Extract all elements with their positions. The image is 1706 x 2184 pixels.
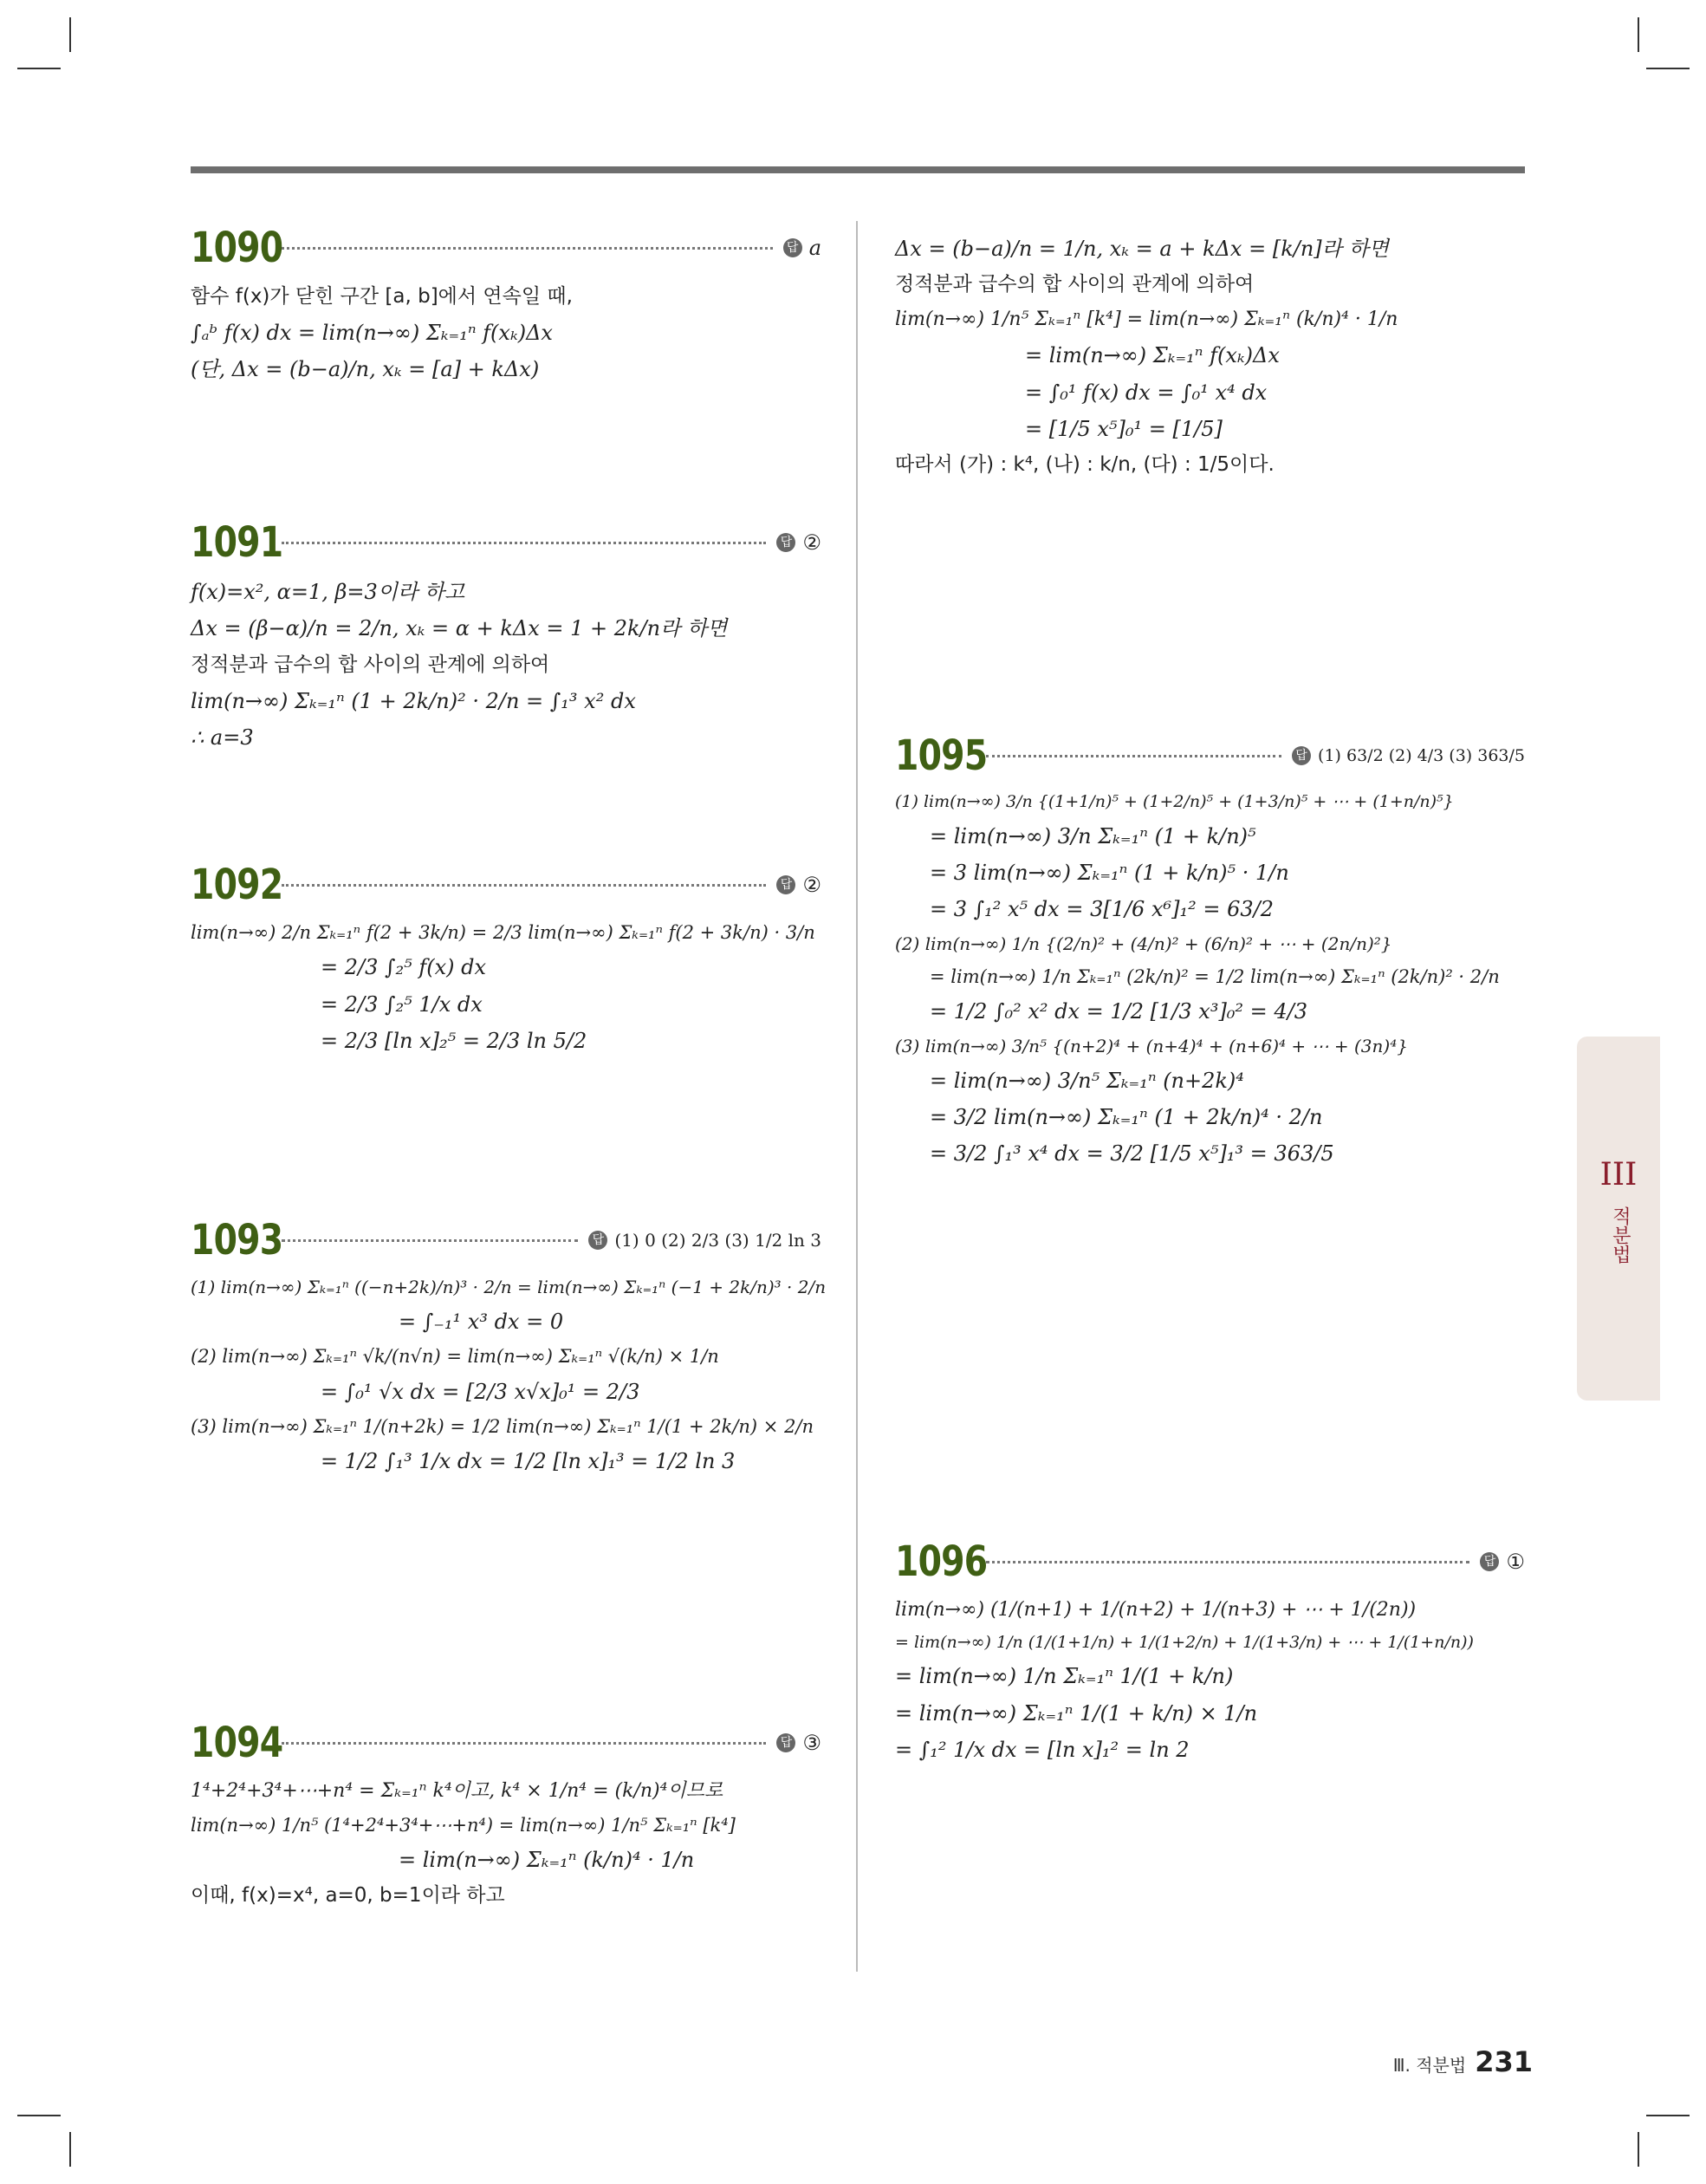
crop-mark (1646, 2115, 1690, 2116)
solution-line: = 3/2 lim(n→∞) Σₖ₌₁ⁿ (1 + 2k/n)⁴ · 2/n (930, 1104, 1323, 1129)
solution-line: = lim(n→∞) 1/n (1/(1+1/n) + 1/(1+2/n) + 1/(1+3/n) + ⋯ + 1/(1+n/n)) (895, 1632, 1474, 1652)
solution-line: 정적분과 급수의 합 사이의 관계에 의하여 (191, 653, 550, 676)
solution-line: lim(n→∞) Σₖ₌₁ⁿ (1 + 2k/n)² · 2/n = ∫₁³ x² dx (191, 688, 636, 713)
right-column (895, 221, 1525, 1773)
answer-icon: 답 (1292, 746, 1311, 765)
solution-line: (1) lim(n→∞) Σₖ₌₁ⁿ ((−n+2k)/n)³ · 2/n = lim(n→∞) Σₖ₌₁ⁿ (−1 + 2k/n)³ · 2/n (191, 1277, 827, 1297)
problem-header (191, 221, 821, 275)
problem-header (191, 858, 821, 912)
problem-number: 1095 (895, 731, 988, 780)
leader-dots (282, 884, 766, 887)
problem-1090 (191, 221, 821, 516)
answer-icon: 답 (776, 1733, 795, 1752)
solution-line: = lim(n→∞) Σₖ₌₁ⁿ 1/(1 + k/n) × 1/n (895, 1700, 1258, 1726)
solution-line: 함수 f(x)가 닫힌 구간 [a, b]에서 연속일 때, (191, 285, 573, 308)
problem-header (191, 1213, 821, 1267)
problem-1091 (191, 516, 821, 858)
solution-line: ∫ₐᵇ f(x) dx = lim(n→∞) Σₖ₌₁ⁿ f(xₖ)Δx (191, 321, 553, 346)
problem-1094-continued (895, 235, 1525, 729)
problem-number: 1096 (895, 1537, 988, 1586)
answer-icon: 답 (783, 238, 802, 257)
problem-header (895, 1535, 1525, 1589)
crop-mark (69, 2132, 71, 2167)
solution-line: = 3 lim(n→∞) Σₖ₌₁ⁿ (1 + k/n)⁵ · 1/n (930, 861, 1289, 886)
solution-line: = lim(n→∞) Σₖ₌₁ⁿ f(xₖ)Δx (1025, 343, 1280, 368)
crop-mark (1638, 17, 1639, 52)
answer-icon: 답 (588, 1231, 607, 1250)
problem-number: 1094 (191, 1719, 283, 1767)
solution-line: (3) lim(n→∞) 3/n⁵ {(n+2)⁴ + (n+4)⁴ + (n+6)⁴ + ⋯ + (3n)⁴} (895, 1035, 1408, 1056)
answer: 답 (1) 63/2 (2) 4/3 (3) 363/5 (1292, 746, 1525, 765)
solution-line: (1) lim(n→∞) 3/n {(1+1/n)⁵ + (1+2/n)⁵ + (1+3/n)⁵ + ⋯ + (1+n/n)⁵} (895, 792, 1454, 811)
chapter-roman-numeral: III (1599, 1157, 1638, 1193)
solution-line: lim(n→∞) 1/n⁵ (1⁴+2⁴+3⁴+⋯+n⁴) = lim(n→∞) 1/n⁵ Σₖ₌₁ⁿ [k⁴] (191, 1814, 736, 1836)
crop-mark (1638, 2132, 1639, 2167)
chapter-label: 적분법 (1609, 1206, 1631, 1264)
problem-number: 1092 (191, 861, 283, 909)
solution-line: (2) lim(n→∞) Σₖ₌₁ⁿ √k/(n√n) = lim(n→∞) Σₖ₌₁ⁿ √(k/n) × 1/n (191, 1346, 719, 1368)
solution-line: = 3 ∫₁² x⁵ dx = 3[1/6 x⁶]₁² = 63/2 (930, 897, 1274, 922)
answer-icon: 답 (776, 533, 795, 552)
leader-dots (282, 542, 766, 544)
crop-mark (69, 17, 71, 52)
solution-line: = ∫₋₁¹ x³ dx = 0 (399, 1310, 564, 1334)
answer: 답 ① (1480, 1550, 1525, 1574)
solution-line: 이때, f(x)=x⁴, a=0, b=1이라 하고 (191, 1884, 505, 1908)
leader-dots (282, 247, 773, 250)
solution-line: = ∫₁² 1/x dx = [ln x]₁² = ln 2 (895, 1738, 1190, 1763)
left-column (191, 221, 827, 1918)
solution-line: lim(n→∞) 2/n Σₖ₌₁ⁿ f(2 + 3k/n) = 2/3 lim(n→∞) Σₖ₌₁ⁿ f(2 + 3k/n) · 3/n (191, 922, 815, 943)
solution-line: (2) lim(n→∞) 1/n {(2/n)² + (4/n)² + (6/n)² + ⋯ + (2n/n)²} (895, 933, 1392, 954)
solution-line: = lim(n→∞) Σₖ₌₁ⁿ (k/n)⁴ · 1/n (399, 1848, 695, 1873)
solution-line: = lim(n→∞) 1/n Σₖ₌₁ⁿ 1/(1 + k/n) (895, 1664, 1234, 1689)
answer: 답 ② (776, 530, 821, 555)
page-footer (1393, 2045, 1533, 2078)
solution-line: = lim(n→∞) 3/n Σₖ₌₁ⁿ (1 + k/n)⁵ (930, 823, 1256, 848)
solution-line: = [1/5 x⁵]₀¹ = [1/5] (1025, 416, 1223, 441)
answer-icon: 답 (776, 875, 795, 894)
solution-line: = 3/2 ∫₁³ x⁴ dx = 3/2 [1/5 x⁵]₁³ = 363/5 (930, 1141, 1334, 1167)
leader-dots (282, 1239, 578, 1242)
problem-1095 (895, 729, 1525, 1535)
solution-line: = 2/3 [ln x]₂⁵ = 2/3 ln 5/2 (321, 1029, 587, 1054)
solution-line: (3) lim(n→∞) Σₖ₌₁ⁿ 1/(n+2k) = 1/2 lim(n→∞) Σₖ₌₁ⁿ 1/(1 + 2k/n) × 2/n (191, 1416, 814, 1438)
page-number: 231 (1475, 2045, 1533, 2078)
footer-section-label: Ⅲ. 적분법 (1392, 2055, 1467, 2076)
answer-icon: 답 (1480, 1552, 1499, 1571)
solution-line: = 1/2 ∫₀² x² dx = 1/2 [1/3 x³]₀² = 4/3 (930, 999, 1308, 1024)
solution-line: Δx = (β−α)/n = 2/n, xₖ = α + kΔx = 1 + 2k/n라 하면 (191, 616, 728, 641)
solution-line: f(x)=x², α=1, β=3이라 하고 (191, 580, 465, 604)
answer: 답 (1) 0 (2) 2/3 (3) 1/2 ln 3 (588, 1230, 821, 1251)
solution-line: = ∫₀¹ f(x) dx = ∫₀¹ x⁴ dx (1025, 380, 1268, 405)
problem-1096 (895, 1535, 1525, 1765)
header-rule (191, 166, 1525, 173)
answer: 답 a (783, 236, 821, 260)
answer: 답 ② (776, 873, 821, 897)
solution-line: Δx = (b−a)/n = 1/n, xₖ = a + kΔx = [k/n]라 하면 (895, 237, 1389, 261)
answer: 답 ③ (776, 1731, 821, 1755)
problem-1094 (191, 1716, 821, 1909)
solution-line: = 2/3 ∫₂⁵ 1/x dx (321, 991, 483, 1017)
crop-mark (17, 68, 61, 69)
problem-number: 1091 (191, 518, 283, 567)
problem-number: 1090 (191, 224, 283, 272)
solution-line: = lim(n→∞) 1/n Σₖ₌₁ⁿ (2k/n)² = 1/2 lim(n→∞) Σₖ₌₁ⁿ (2k/n)² · 2/n (930, 965, 1500, 987)
problem-header (895, 729, 1525, 783)
column-divider (856, 221, 858, 1972)
crop-mark (1646, 68, 1690, 69)
solution-line: 1⁴+2⁴+3⁴+⋯+n⁴ = Σₖ₌₁ⁿ k⁴이고, k⁴ × 1/n⁴ = (k/n)⁴이므로 (191, 1780, 723, 1802)
problem-header (191, 1716, 821, 1770)
solution-line: = ∫₀¹ √x dx = [2/3 x√x]₀¹ = 2/3 (321, 1379, 640, 1404)
problem-header (191, 516, 821, 569)
solution-line: ∴ a=3 (191, 725, 254, 751)
solution-line: 정적분과 급수의 합 사이의 관계에 의하여 (895, 273, 1255, 296)
solution-line: = 1/2 ∫₁³ 1/x dx = 1/2 [ln x]₁³ = 1/2 ln 3 (321, 1449, 736, 1474)
leader-dots (986, 1561, 1469, 1563)
solution-line: lim(n→∞) (1/(n+1) + 1/(n+2) + 1/(n+3) + ⋯ + 1/(2n)) (895, 1599, 1417, 1621)
problem-1093 (191, 1213, 827, 1716)
solution-line: lim(n→∞) 1/n⁵ Σₖ₌₁ⁿ [k⁴] = lim(n→∞) Σₖ₌₁ⁿ (k/n)⁴ · 1/n (895, 309, 1398, 331)
solution-line: = lim(n→∞) 3/n⁵ Σₖ₌₁ⁿ (n+2k)⁴ (930, 1068, 1244, 1093)
problem-number: 1093 (191, 1216, 283, 1264)
leader-dots (282, 1742, 766, 1745)
crop-mark (17, 2115, 61, 2116)
solution-line: (단, Δx = (b−a)/n, xₖ = [a] + kΔx) (191, 357, 540, 382)
problem-1092 (191, 858, 821, 1213)
solution-line: = 2/3 ∫₂⁵ f(x) dx (321, 955, 487, 980)
leader-dots (986, 755, 1281, 757)
solution-line: 따라서 (가) : k⁴, (나) : k/n, (다) : 1/5이다. (895, 453, 1275, 477)
